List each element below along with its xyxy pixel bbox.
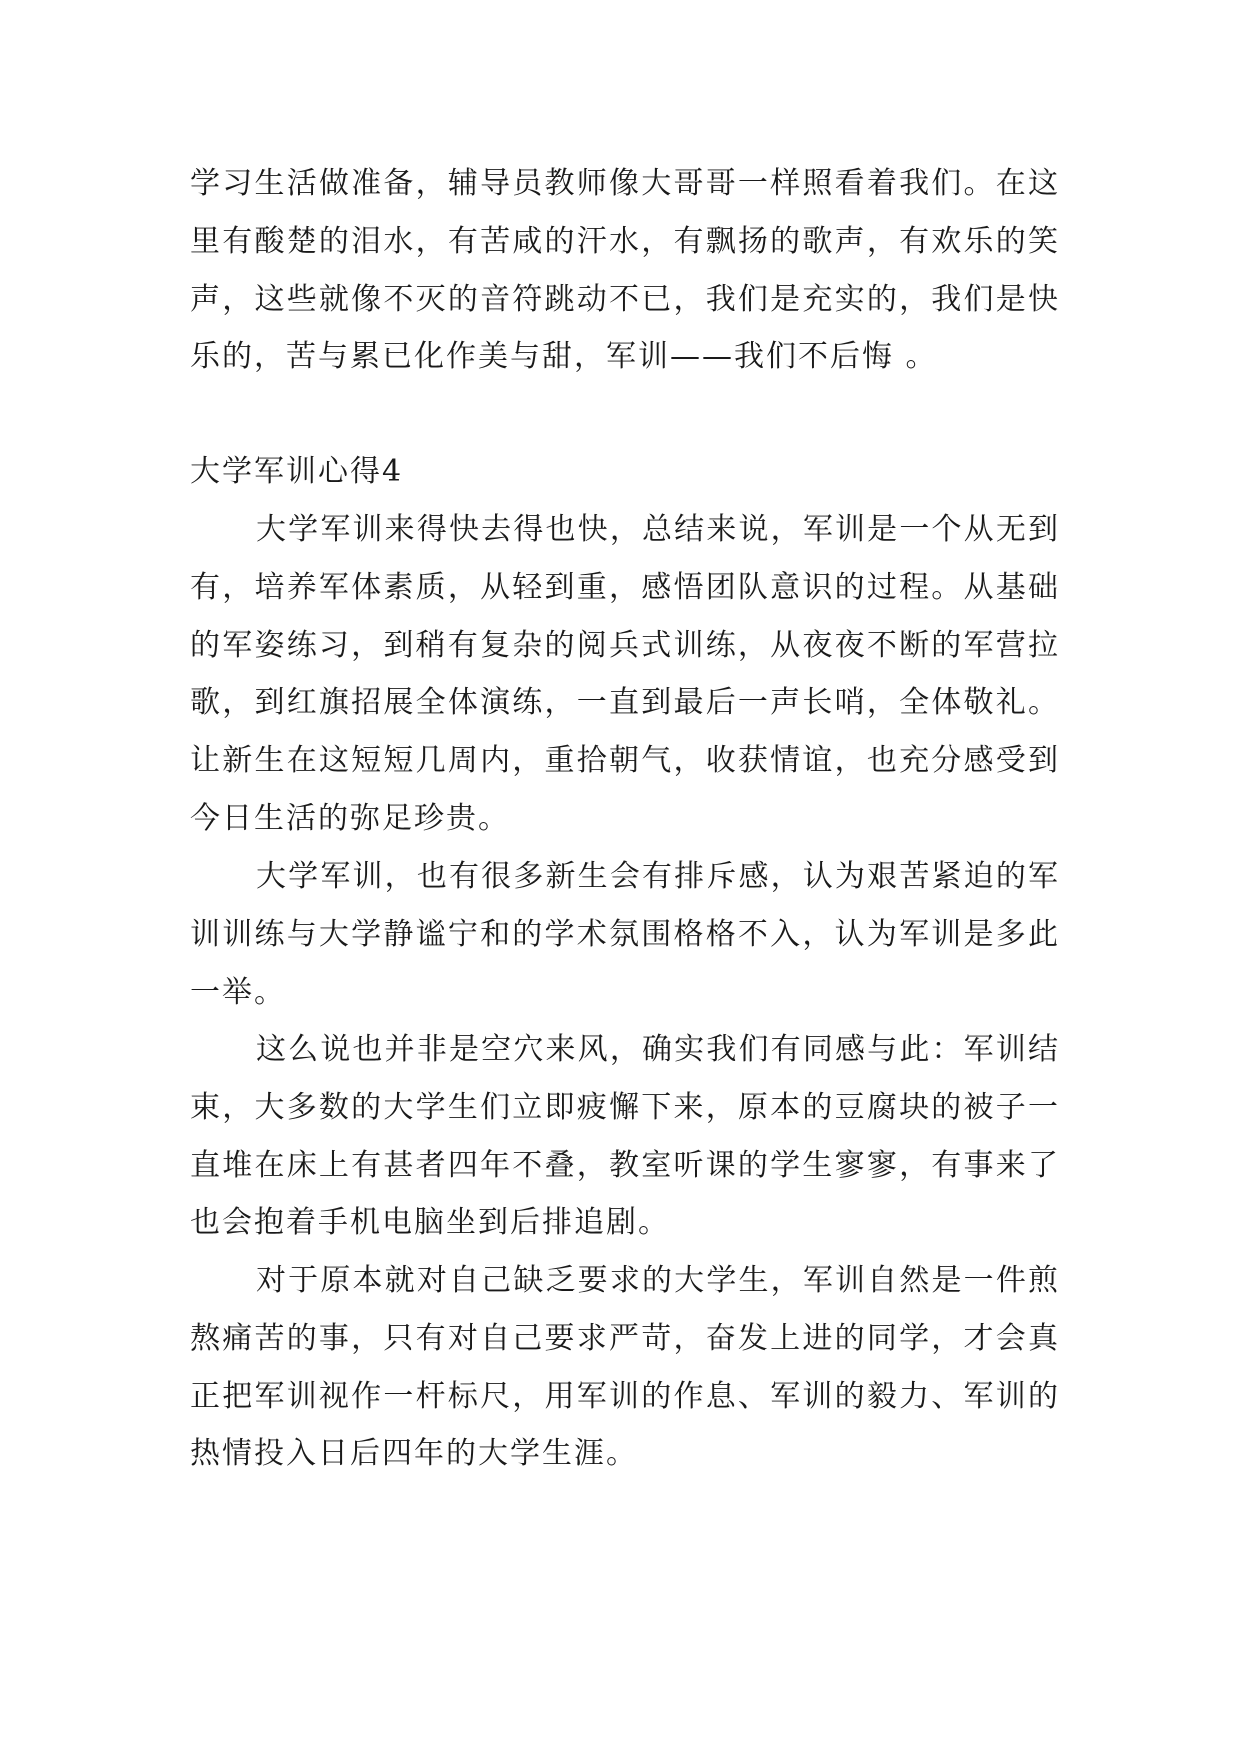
intro-paragraph: 学习生活做准备，辅导员教师像大哥哥一样照看着我们。在这里有酸楚的泪水，有苦咸的汗水，有飘扬的歌声，有欢乐的笑声，这些就像不灭的音符跳动不已，我们是充实的，我们是快乐的，苦与累已化作美与甜，军训——我们不后悔 。: [190, 166, 1060, 375]
section-title: 大学军训心得4: [190, 454, 404, 489]
body-paragraph: 大学军训来得快去得也快，总结来说，军训是一个从无到有，培养军体素质，从轻到重，感悟团队意识的过程。从基础的军姿练习，到稍有复杂的阅兵式训练，从夜夜不断的军营拉歌，到红旗招展全体演练，一直到最后一声长哨，全体敬礼。让新生在这短短几周内，重拾朝气，收获情谊，也充分感受到今日生活的弥足珍贵。: [190, 512, 1060, 836]
body-paragraph: 大学军训，也有很多新生会有排斥感，认为艰苦紧迫的军训训练与大学静谧宁和的学术氛围格格不入，认为军训是多此一举。: [190, 859, 1060, 1010]
body-paragraph: 这么说也并非是空穴来风，确实我们有同感与此：军训结束，大多数的大学生们立即疲懈下来，原本的豆腐块的被子一直堆在床上有甚者四年不叠，教室听课的学生寥寥，有事来了也会抱着手机电脑坐到后排追剧。: [190, 1032, 1060, 1241]
body-paragraph: 对于原本就对自己缺乏要求的大学生，军训自然是一件煎熬痛苦的事，只有对自己要求严苛，奋发上进的同学，才会真正把军训视作一杆标尺，用军训的作息、军训的毅力、军训的热情投入日后四年的大学生涯。: [190, 1263, 1060, 1472]
